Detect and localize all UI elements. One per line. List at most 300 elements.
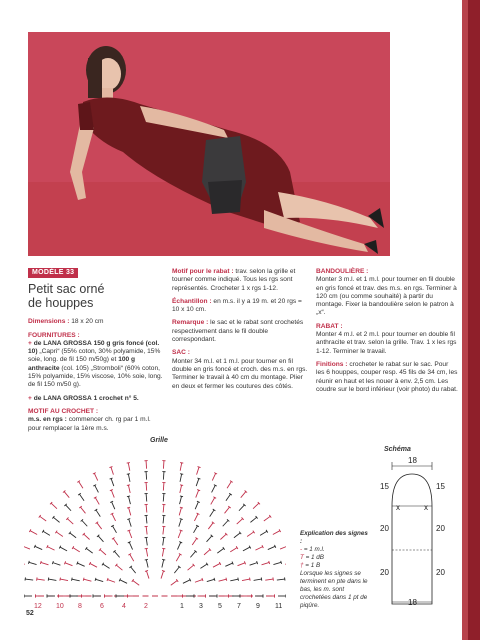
legend-half-treble: = 1 dB: [305, 554, 324, 561]
stitch-bar-mark: [198, 467, 201, 468]
stitch-bar-mark: [214, 578, 215, 581]
supplies-item-2: [28, 395, 164, 403]
stitch-mark: [116, 565, 122, 570]
stitch-mark: [178, 531, 181, 538]
stitch-mark: [41, 562, 49, 564]
stitch-mark: [200, 564, 207, 568]
legend-treble: = 1 B: [305, 562, 321, 569]
stitch-mark: [264, 516, 270, 521]
stitch-bar-mark: [281, 561, 282, 564]
stitch-mark: [128, 463, 129, 471]
column-1: [28, 268, 164, 438]
stitch-bar-mark: [214, 473, 217, 474]
symbol-legend: [300, 530, 370, 610]
stitch-mark: [98, 536, 103, 542]
stitch-mark: [113, 526, 117, 533]
stitch-bar-mark: [128, 542, 131, 543]
stitch-bar-mark: [83, 578, 84, 581]
stitch-mark: [194, 526, 198, 533]
stitch-mark: [163, 505, 164, 513]
stitch-bar-mark: [232, 562, 233, 565]
stitch-mark: [210, 510, 214, 517]
schema-left-15: 15: [380, 482, 389, 491]
stitch-bar-mark: [127, 519, 130, 520]
stitch-bar-mark: [95, 578, 96, 581]
flap-heading: RABAT :: [316, 322, 343, 330]
stitch-bar-mark: [180, 496, 183, 497]
stitch-mark: [94, 473, 97, 480]
finishing-text: crocheter le rabat sur le sac. Pour les 6 houppes, couper resp. 45 fils de 34 cm, les réunir en haut et les nouer à env. 2,5 cm. Les coudre sur le bord inférieur (voir photo) du rabat.: [316, 360, 458, 393]
stitch-bar-mark: [226, 578, 227, 581]
stitch-mark: [195, 580, 203, 583]
stitch-mark: [254, 579, 262, 580]
strap-heading: BANDOULIÈRE :: [316, 268, 369, 275]
crochet-chart-svg: [24, 444, 286, 612]
column-2: [172, 268, 310, 396]
stitch-mark: [128, 485, 130, 493]
page-number: 52: [26, 610, 34, 617]
supplies-2a: de LANA GROSSA: [33, 394, 92, 402]
stitch-mark: [48, 579, 56, 580]
stitch-mark: [25, 579, 33, 580]
schema-x-right: x: [424, 503, 428, 512]
stitch-mark: [162, 549, 163, 557]
stitch-bar-mark: [47, 545, 48, 548]
gauge-label: Échantillon :: [172, 297, 212, 305]
stitch-mark: [24, 546, 30, 549]
stitch-mark: [146, 494, 147, 502]
stitch-bar-mark: [127, 485, 130, 486]
stitch-mark: [273, 562, 281, 564]
stitch-mark: [230, 579, 238, 581]
stitch-bar-mark: [127, 530, 130, 531]
title-line-2: de houppes: [28, 296, 94, 311]
stitch-mark: [176, 554, 180, 561]
stitch-mark: [111, 479, 114, 487]
stitch-mark: [273, 531, 280, 535]
stitch-mark: [129, 542, 132, 549]
stitch-bar-mark: [197, 490, 200, 491]
stitch-mark: [129, 531, 132, 538]
motif-text: [28, 416, 164, 433]
side-strip: [468, 0, 480, 640]
stitch-mark: [129, 519, 131, 527]
stitch-mark: [227, 482, 231, 489]
dimensions-label: Dimensions :: [28, 318, 70, 326]
stitch-mark: [188, 565, 194, 570]
stitch-bar-mark: [111, 513, 114, 514]
stitch-bar-mark: [257, 561, 258, 564]
stitch-mark: [84, 579, 92, 581]
stitch-mark: [30, 531, 37, 535]
dimensions: [28, 318, 164, 326]
schema-right-20b: 20: [436, 568, 445, 577]
stitch-mark: [204, 550, 210, 555]
stitch-mark: [29, 562, 37, 564]
stitch-bar-mark: [145, 548, 148, 549]
stitch-mark: [128, 474, 130, 482]
title-line-1: Petit sac orné: [28, 282, 105, 297]
stitch-bar-mark: [127, 463, 130, 464]
stitch-bar-mark: [162, 559, 165, 560]
stitch-bar-mark: [127, 496, 130, 497]
stitch-bar-mark: [34, 545, 35, 548]
flap-text: Monter 4 m.l. et 2 m.l. pour tourner en double fil anthracite et trav. selon la grille. Trav. 1 x les rgs 1-12. Terminer le travail.: [316, 331, 457, 355]
stitch-mark: [265, 579, 273, 580]
supplies-1e: (col. 105) „Stromboli“ (60% coton, 15% polyamide, 15% viscose, 10% soie, long. de fil 150 m/50 g).: [28, 364, 163, 389]
stitch-bar-mark: [250, 578, 251, 581]
stitch-mark: [72, 579, 80, 581]
rabat-motif-text: trav. selon la grille et tourner comme indiqué. Tous les rgs sont représentés. Crocheter 1 x rgs 1-12.: [172, 268, 296, 292]
stitch-mark: [174, 567, 179, 573]
stitch-bar-mark: [197, 501, 200, 502]
stitch-mark: [146, 560, 148, 568]
stitch-mark: [207, 579, 215, 581]
stitch-bar-mark: [109, 467, 112, 468]
stitch-mark: [73, 548, 80, 552]
stitch-bar-mark: [127, 474, 130, 475]
stitch-mark: [40, 516, 46, 521]
stitch-mark: [277, 579, 285, 580]
stitch-mark: [180, 496, 182, 504]
bullet-icon: +: [28, 394, 32, 402]
stitch-mark: [212, 485, 216, 492]
stitch-mark: [162, 560, 164, 568]
legend-row-2: [300, 554, 370, 562]
stitch-mark: [79, 494, 84, 501]
stitch-mark: [114, 551, 119, 557]
row-number-even: 6: [100, 603, 104, 610]
stitch-mark: [280, 546, 286, 549]
stitch-mark: [243, 547, 250, 551]
schema-bottom-width: 18: [408, 598, 417, 607]
stitch-mark: [213, 563, 220, 567]
stitch-mark: [250, 517, 256, 522]
remark-text: le sac et le rabat sont crochetés respectivement dans le fil double correspondant.: [172, 319, 304, 344]
stitch-mark: [96, 510, 100, 517]
column-3: [316, 268, 458, 399]
stitch-mark: [208, 523, 213, 529]
stitch-mark: [268, 546, 275, 549]
schema-right-20a: 20: [436, 524, 445, 533]
stitch-mark: [77, 563, 84, 566]
supplies-1c: „Capri“ (55% coton, 30% polyamide, 15% soie, long. de fil 150 m/50g) et: [28, 348, 161, 364]
stitch-mark: [120, 580, 127, 583]
stitch-mark: [79, 482, 83, 489]
bag-schema-svg: [370, 454, 454, 612]
stitch-mark: [24, 562, 25, 564]
stitch-mark: [180, 463, 181, 471]
bag-heading: SAC :: [172, 349, 190, 357]
schema-left-20b: 20: [380, 568, 389, 577]
stitch-mark: [111, 467, 113, 475]
stitch-mark: [285, 562, 286, 564]
model-photo: [28, 32, 390, 256]
stitch-bar-mark: [145, 559, 148, 560]
model-badge: MODÈLE 33: [28, 268, 78, 278]
stitch-mark: [183, 580, 190, 583]
stitch-mark: [82, 520, 87, 526]
stitch-mark: [37, 579, 45, 580]
stitch-bar-mark: [180, 530, 183, 531]
stitch-mark: [192, 538, 197, 545]
stitch-bar-mark: [119, 578, 120, 581]
row-number-even: 8: [78, 603, 82, 610]
stitch-mark: [223, 520, 228, 526]
row-number-odd: 9: [256, 603, 260, 610]
stitch-mark: [146, 538, 147, 546]
stitch-mark: [146, 472, 147, 480]
bag-text: Monter 34 m.l. et 1 m.l. pour tourner en fil double en gris foncé et croch. des m.s. en rgs. Terminer le travail à 40 cm du montage. Plier en deux et fermer les coutures des côtés.: [172, 357, 308, 390]
supplies-1a: de LANA GROSSA: [33, 339, 92, 347]
treble-icon: †: [300, 562, 304, 569]
stitch-bar-mark: [77, 562, 78, 565]
row-number-odd: 7: [237, 603, 241, 610]
stitch-mark: [80, 507, 85, 513]
model-photo-illustration: [28, 32, 390, 256]
stitch-mark: [43, 531, 50, 535]
stitch-bar-mark: [189, 578, 190, 581]
rabat-motif-label: Motif pour le rabat :: [172, 268, 234, 275]
schema-right-15: 15: [436, 482, 445, 491]
stitch-bar-mark: [64, 561, 65, 564]
stitch-mark: [225, 507, 230, 513]
stitch-mark: [212, 473, 215, 480]
stitch-mark: [237, 519, 243, 524]
stitch-bar-mark: [179, 542, 182, 543]
stitch-mark: [112, 514, 116, 521]
stitch-mark: [220, 534, 226, 539]
stitch-bar-mark: [110, 501, 113, 502]
stitch-mark: [163, 538, 164, 546]
legend-chain: = 1 m.l.: [303, 546, 325, 553]
stitch-mark: [234, 533, 240, 538]
row-number-even: 10: [56, 603, 64, 610]
dimensions-value: 18 x 20 cm: [71, 318, 104, 326]
stitch-bar-mark: [93, 473, 96, 474]
stitch-bar-mark: [180, 519, 183, 520]
remark: [172, 319, 310, 344]
motif-heading: MOTIF AU CROCHET :: [28, 407, 99, 415]
stitch-mark: [47, 547, 54, 550]
stitch-mark: [128, 496, 130, 504]
stitch-bar-mark: [202, 578, 203, 581]
stitch-mark: [111, 490, 114, 497]
gauge-text: en m.s. il y a 19 m. et 20 rgs = 10 x 10 cm.: [172, 297, 302, 314]
stitch-bar-mark: [197, 513, 200, 514]
schema-x-left: x: [396, 503, 400, 512]
schema-top-width: 18: [408, 456, 417, 465]
stitch-bar-mark: [145, 570, 148, 571]
stitch-bar-mark: [180, 474, 183, 475]
stitch-mark: [146, 549, 147, 557]
gauge: [172, 298, 310, 315]
stitch-mark: [84, 534, 90, 539]
stitch-mark: [247, 532, 254, 537]
stitch-bar-mark: [52, 561, 53, 564]
stitch-mark: [112, 502, 115, 509]
stitch-bar-mark: [162, 548, 165, 549]
schema-label: Schéma: [384, 446, 411, 453]
supplies-1b: 150 g gris foncé (col. 10): [28, 339, 160, 356]
supplies-heading: FOURNITURES :: [28, 331, 80, 339]
stitch-mark: [146, 505, 147, 513]
bag-schema: [370, 454, 454, 612]
stitch-mark: [197, 467, 199, 475]
stitch-mark: [103, 564, 110, 568]
stitch-mark: [133, 581, 139, 586]
stitch-mark: [180, 485, 182, 493]
motif-a: m.s. en rgs :: [28, 416, 67, 424]
stitch-mark: [90, 563, 97, 567]
stitch-bar-mark: [107, 578, 108, 581]
row-number-odd: 11: [275, 603, 283, 610]
stitch-mark: [260, 531, 267, 535]
stitch-mark: [196, 490, 199, 497]
stitch-mark: [239, 505, 244, 511]
stitch-bar-mark: [40, 561, 41, 564]
rabat-motif: [172, 268, 310, 293]
supplies-2b: 1 crochet n° 5.: [93, 394, 139, 402]
stitch-mark: [95, 485, 99, 492]
stitch-mark: [242, 579, 250, 580]
stitch-mark: [250, 563, 258, 566]
stitch-mark: [113, 538, 118, 545]
stitch-bar-mark: [127, 507, 130, 508]
stitch-mark: [100, 550, 106, 555]
stitch-mark: [66, 505, 71, 511]
stitch-mark: [60, 547, 67, 551]
stitch-mark: [161, 571, 163, 579]
stitch-bar-mark: [180, 485, 183, 486]
half-treble-icon: T: [300, 554, 304, 561]
crochet-chart: [24, 444, 286, 612]
stitch-bar-mark: [110, 490, 113, 491]
stitch-mark: [146, 461, 147, 469]
stitch-mark: [108, 580, 116, 583]
stitch-mark: [146, 526, 147, 534]
stitch-mark: [95, 498, 99, 505]
stitch-mark: [163, 472, 164, 480]
stitch-mark: [130, 554, 134, 561]
stitch-mark: [163, 461, 164, 469]
stitch-bar-mark: [60, 578, 61, 581]
stitch-mark: [131, 567, 136, 573]
stitch-bar-mark: [197, 478, 200, 479]
row-number-even: 2: [144, 603, 148, 610]
stitch-bar-mark: [244, 561, 245, 564]
stitch-mark: [262, 562, 270, 564]
stitch-mark: [70, 533, 76, 538]
stitch-mark: [51, 503, 57, 508]
row-number-odd: 5: [218, 603, 222, 610]
stitch-mark: [225, 563, 232, 566]
stitch-mark: [179, 508, 181, 516]
stitch-mark: [241, 492, 246, 498]
row-number-even: 12: [34, 603, 42, 610]
stitch-mark: [96, 579, 104, 581]
stitch-mark: [146, 483, 147, 491]
stitch-mark: [147, 571, 149, 579]
stitch-mark: [190, 551, 195, 557]
stitch-bar-mark: [262, 545, 263, 548]
stitch-bar-mark: [275, 545, 276, 548]
row-number-odd: 1: [180, 603, 184, 610]
stitch-bar-mark: [238, 578, 239, 581]
stitch-mark: [35, 546, 42, 549]
stitch-mark: [97, 523, 102, 529]
stitch-mark: [226, 494, 231, 501]
stitch-mark: [177, 542, 180, 549]
finishing-label: Finitions :: [316, 360, 348, 368]
chart-label: Grille: [150, 437, 168, 444]
legend-row-1: [300, 546, 370, 554]
stitch-bar-mark: [162, 570, 165, 571]
stitch-mark: [67, 519, 73, 524]
stitch-mark: [195, 502, 198, 509]
stitch-mark: [255, 547, 262, 550]
model-title: [28, 282, 164, 310]
stitch-mark: [56, 532, 63, 537]
supplies-1d: 100 g anthracite: [28, 356, 136, 372]
stitch-bar-mark: [72, 578, 73, 581]
stitch-bar-mark: [110, 478, 113, 479]
stitch-mark: [64, 492, 69, 498]
stitch-mark: [179, 519, 181, 527]
stitch-mark: [217, 548, 223, 553]
stitch-bar-mark: [28, 561, 29, 564]
legend-note: Lorsque les signes se terminent en pte dans le bas, les m. sont crochetées dans 1 pt de piqûre.: [300, 570, 368, 609]
remark-label: Remarque :: [172, 319, 209, 327]
schema-left-20a: 20: [380, 524, 389, 533]
stitch-mark: [163, 526, 164, 534]
stitch-mark: [253, 503, 259, 508]
stitch-mark: [163, 483, 164, 491]
stitch-mark: [196, 479, 199, 487]
legend-row-3: [300, 562, 370, 570]
stitch-mark: [238, 563, 245, 566]
motif-b: commencer ch. rg par 1 m.l. pour remplacer la 1ère m.s.: [28, 416, 151, 432]
stitch-mark: [53, 563, 61, 566]
row-number-even: 4: [122, 603, 126, 610]
stitch-mark: [194, 514, 198, 521]
stitch-mark: [53, 517, 59, 522]
stitch-bar-mark: [261, 578, 262, 581]
stitch-mark: [219, 579, 227, 581]
stitch-mark: [180, 474, 182, 482]
stitch-bar-mark: [180, 463, 183, 464]
stitch-bar-mark: [180, 507, 183, 508]
stitch-mark: [207, 536, 212, 542]
stitch-mark: [163, 515, 164, 523]
stitch-mark: [129, 508, 131, 516]
stitch-mark: [65, 563, 72, 566]
stitch-mark: [60, 579, 68, 580]
row-number-odd: 3: [199, 603, 203, 610]
legend-title: Explication des signes :: [300, 530, 368, 545]
finishing: [316, 361, 458, 394]
bullet-icon: +: [28, 339, 32, 347]
stitch-bar-mark: [269, 561, 270, 564]
stitch-mark: [146, 515, 147, 523]
strap-text: Monter 3 m.l. et 1 m.l. pour tourner en fil double en gris foncé et trav. des m.s. en rgs. Terminer à 120 cm (ou comme souhaité) à partir du montage. Fixer la bandoulière selon le patron à „x“.: [316, 276, 457, 317]
stitch-mark: [163, 494, 164, 502]
stitch-mark: [171, 581, 177, 586]
chain-icon: -: [300, 546, 303, 553]
supplies-item-1: [28, 340, 164, 390]
stitch-mark: [211, 498, 215, 505]
stitch-bar-mark: [48, 578, 49, 581]
